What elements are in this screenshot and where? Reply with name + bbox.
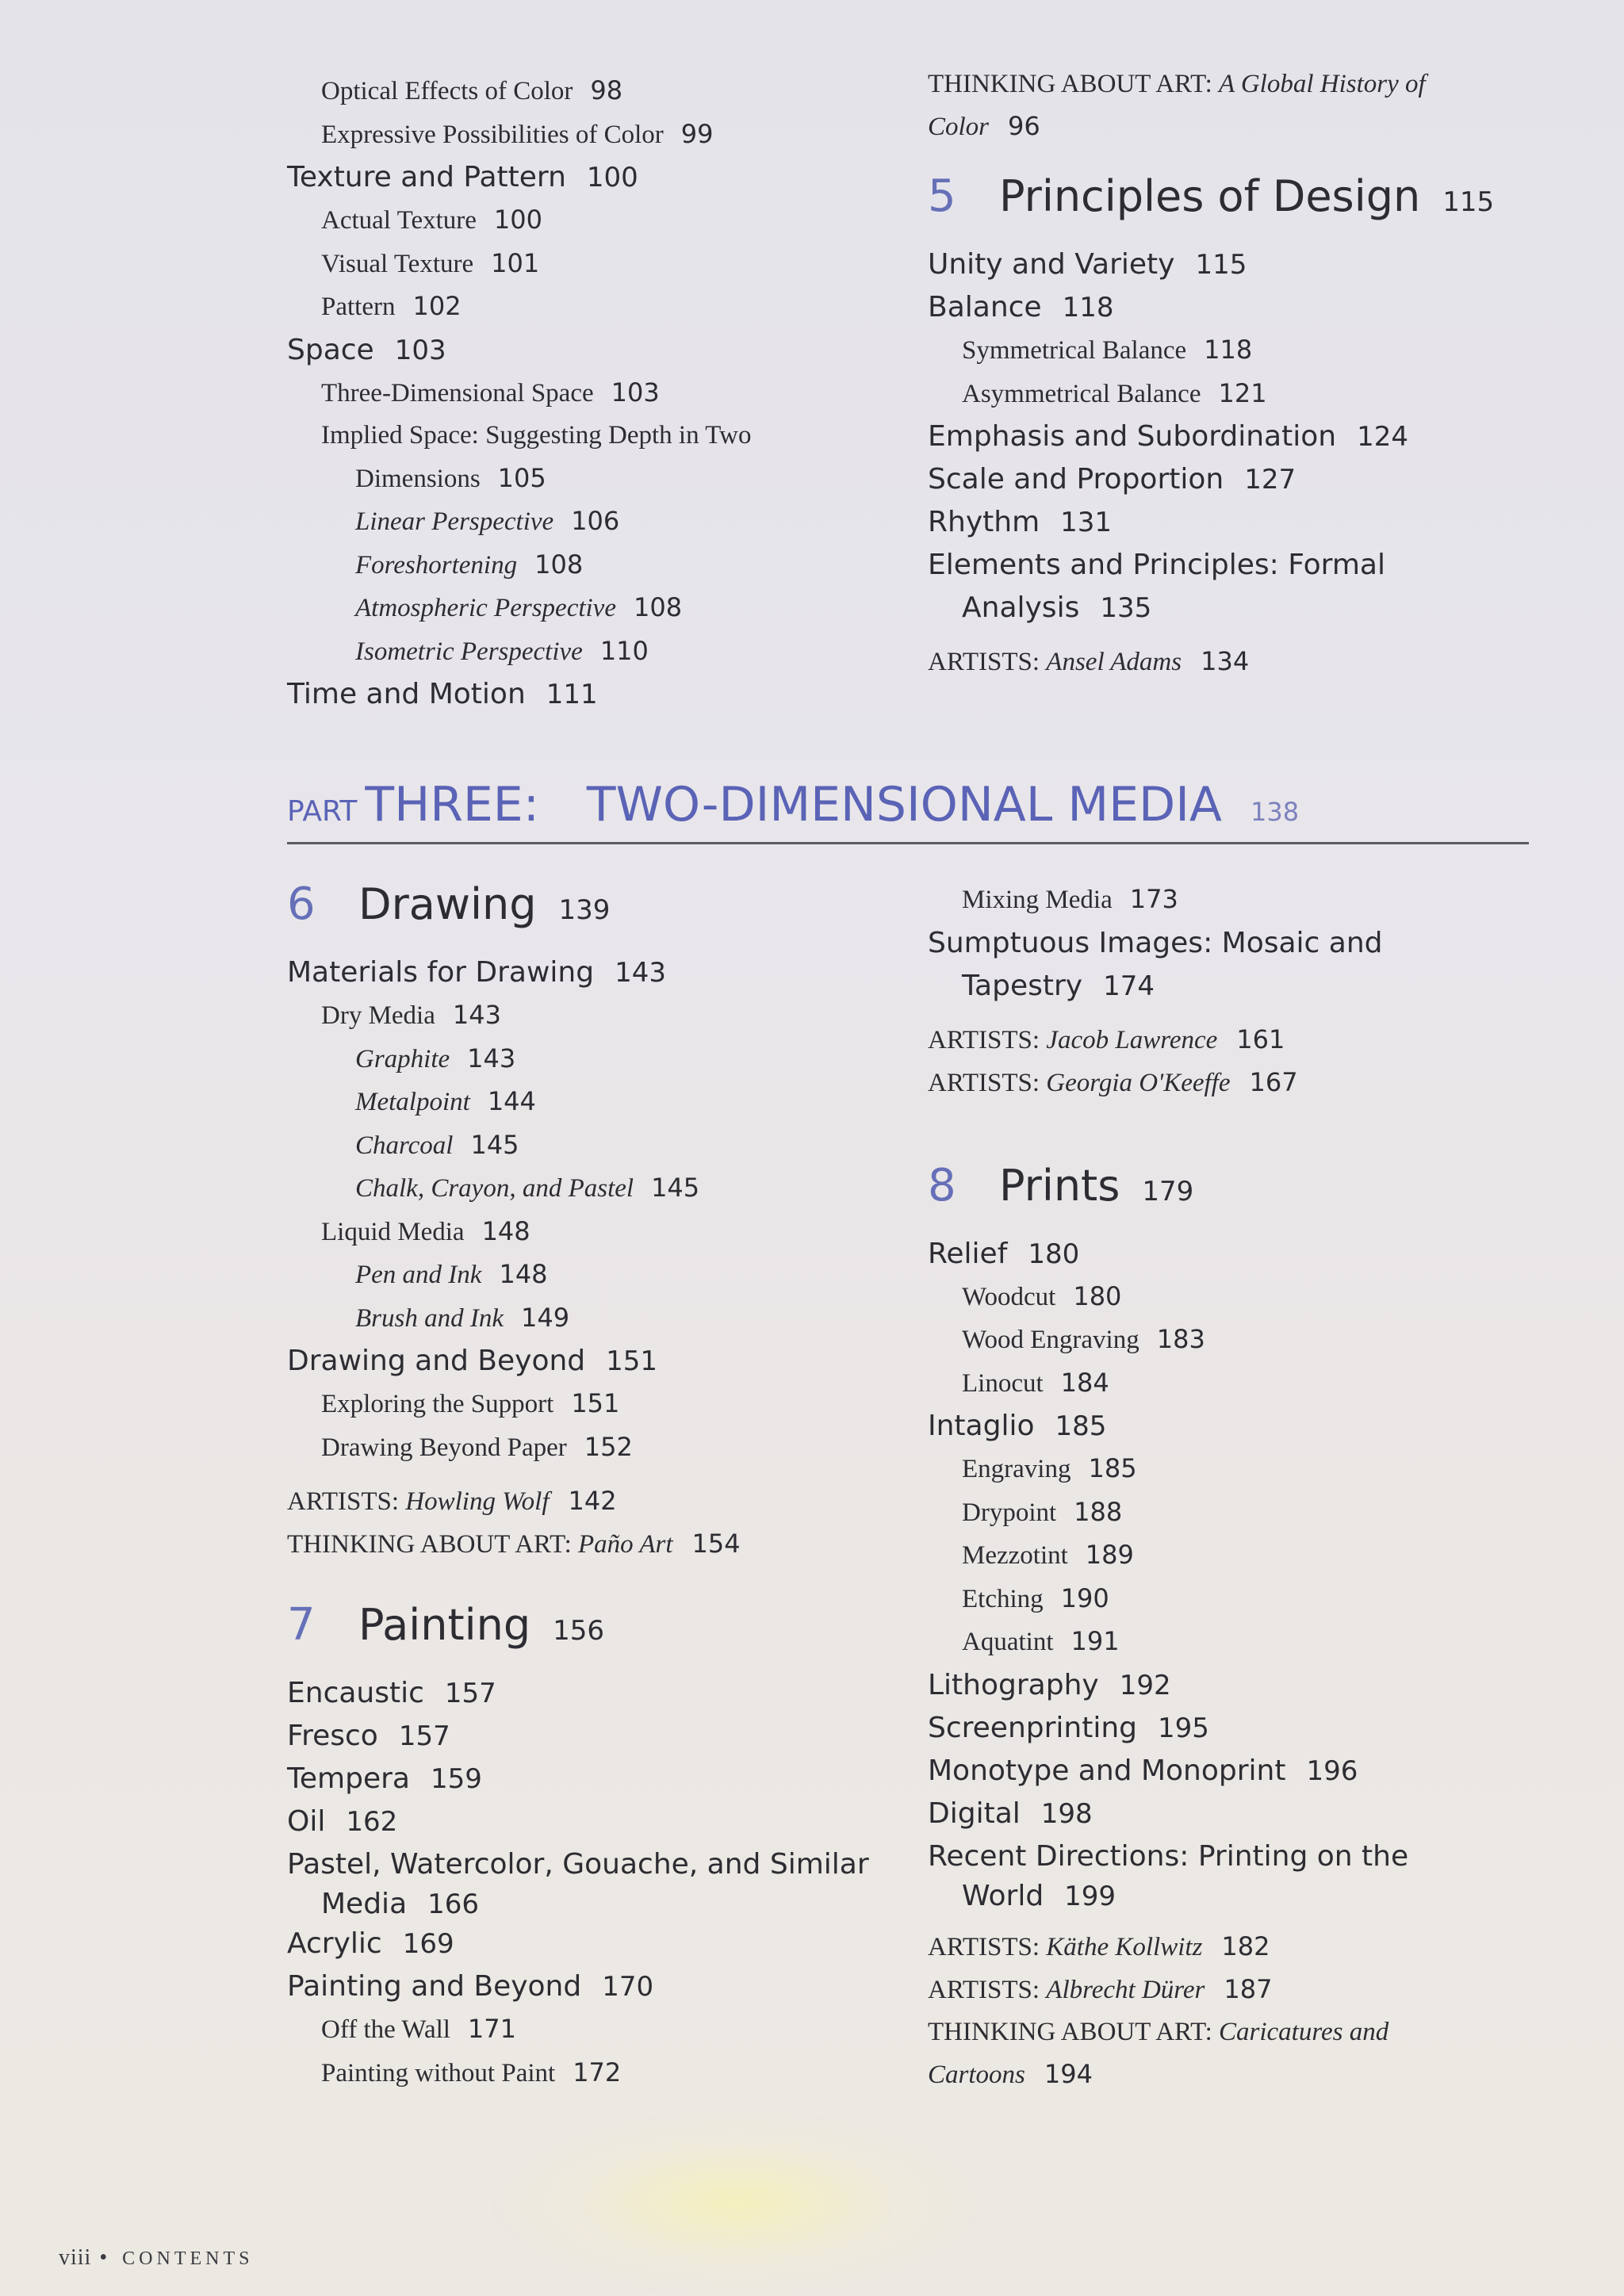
toc-entry[interactable]: Materials for Drawing 143 <box>287 956 666 989</box>
toc-entry[interactable]: Atmospheric Perspective 108 <box>355 592 683 622</box>
toc-entry[interactable]: Elements and Principles: Formal <box>928 549 1385 581</box>
toc-entry[interactable]: Aquatint 191 <box>962 1626 1120 1656</box>
toc-entry[interactable]: Graphite 143 <box>355 1043 516 1073</box>
toc-entry[interactable]: Engraving 185 <box>962 1453 1137 1483</box>
toc-entry[interactable]: Acrylic 169 <box>287 1927 454 1960</box>
toc-entry-continued[interactable]: Analysis 135 <box>962 591 1152 624</box>
toc-entry[interactable]: Rhythm 131 <box>928 506 1113 538</box>
feature-entry[interactable]: ARTISTS: Jacob Lawrence 161 <box>928 1024 1285 1054</box>
toc-entry[interactable]: Brush and Ink 149 <box>355 1302 570 1333</box>
toc-entry[interactable]: Exploring the Support 151 <box>321 1388 620 1418</box>
toc-entry[interactable]: Charcoal 145 <box>355 1129 519 1160</box>
toc-entry[interactable]: Time and Motion 111 <box>287 678 598 710</box>
toc-entry-continued[interactable]: World 199 <box>962 1879 1116 1912</box>
toc-entry[interactable]: Chalk, Crayon, and Pastel 145 <box>355 1173 700 1203</box>
toc-entry[interactable]: Etching 190 <box>962 1582 1109 1613</box>
toc-entry[interactable]: Relief 180 <box>928 1237 1080 1270</box>
toc-entry-continued[interactable]: Tapestry 174 <box>962 969 1155 1002</box>
toc-entry[interactable]: Fresco 157 <box>287 1720 450 1752</box>
feature-entry-continued[interactable]: Cartoons 194 <box>928 2058 1093 2089</box>
toc-column-right-bottom <box>928 878 1530 2096</box>
toc-entry[interactable]: Optical Effects of Color 98 <box>321 75 623 105</box>
feature-entry[interactable]: ARTISTS: Käthe Kollwitz 182 <box>928 1931 1270 1961</box>
toc-entry[interactable]: Wood Engraving 183 <box>962 1324 1205 1354</box>
toc-entry[interactable]: Pen and Ink 148 <box>355 1259 548 1289</box>
chapter-heading-6[interactable]: 6 Drawing 139 <box>287 878 611 930</box>
toc-entry[interactable]: Pastel, Watercolor, Gouache, and Similar <box>287 1848 869 1881</box>
chapter-heading-5[interactable]: 5 Principles of Design 115 <box>928 170 1495 222</box>
toc-entry[interactable]: Three-Dimensional Space 103 <box>321 377 660 408</box>
feature-entry[interactable]: ARTISTS: Albrecht Dürer 187 <box>928 1973 1273 2004</box>
toc-entry[interactable]: Monotype and Monoprint 196 <box>928 1754 1358 1787</box>
toc-entry[interactable]: Asymmetrical Balance 121 <box>962 377 1267 408</box>
toc-entry[interactable]: Off the Wall 171 <box>321 2014 516 2044</box>
toc-column-left-top <box>287 70 890 716</box>
feature-entry[interactable]: ARTISTS: Ansel Adams 134 <box>928 646 1250 676</box>
feature-entry[interactable]: ARTISTS: Howling Wolf 142 <box>287 1486 617 1516</box>
toc-entry[interactable]: Oil 162 <box>287 1805 398 1838</box>
toc-entry[interactable]: Mixing Media 173 <box>962 884 1178 914</box>
toc-entry[interactable]: Texture and Pattern 100 <box>287 161 638 193</box>
feature-entry[interactable]: THINKING ABOUT ART: Caricatures and <box>928 2017 1389 2046</box>
toc-entry[interactable]: Tempera 159 <box>287 1762 482 1795</box>
toc-entry[interactable]: Sumptuous Images: Mosaic and <box>928 926 1383 959</box>
toc-entry[interactable]: Scale and Proportion 127 <box>928 463 1297 496</box>
toc-entry[interactable]: Foreshortening 108 <box>355 549 584 580</box>
page-footer <box>59 2245 254 2271</box>
toc-entry[interactable]: Space 103 <box>287 333 446 366</box>
bullet-separator: • <box>99 2245 109 2270</box>
toc-entry[interactable]: Recent Directions: Printing on the <box>928 1839 1409 1873</box>
feature-entry[interactable]: THINKING ABOUT ART: Paño Art 154 <box>287 1529 741 1559</box>
feature-entry-continued[interactable]: Color 96 <box>928 111 1040 141</box>
toc-entry[interactable]: Dry Media 143 <box>321 1000 501 1030</box>
toc-entry[interactable]: Drawing Beyond Paper 152 <box>321 1431 633 1462</box>
toc-entry[interactable]: Symmetrical Balance 118 <box>962 335 1253 365</box>
toc-column-right-top <box>928 63 1530 683</box>
toc-entry[interactable]: Metalpoint 144 <box>355 1086 536 1116</box>
toc-entry[interactable]: Pattern 102 <box>321 291 462 321</box>
toc-entry[interactable]: Drawing and Beyond 151 <box>287 1345 658 1377</box>
toc-entry[interactable]: Implied Space: Suggesting Depth in Two <box>321 421 752 450</box>
feature-entry[interactable]: THINKING ABOUT ART: A Global History of <box>928 70 1426 98</box>
part-heading[interactable]: PART THREE: TWO-DIMENSIONAL MEDIA 138 <box>287 777 1529 844</box>
chapter-heading-7[interactable]: 7 Painting 156 <box>287 1599 605 1651</box>
toc-entry-continued[interactable]: Dimensions 105 <box>355 462 546 493</box>
toc-entry[interactable]: Actual Texture 100 <box>321 205 542 235</box>
folio: viii <box>59 2245 92 2270</box>
toc-entry[interactable]: Linocut 184 <box>962 1367 1109 1398</box>
toc-entry[interactable]: Drypoint 188 <box>962 1496 1123 1527</box>
toc-entry-continued[interactable]: Media 166 <box>321 1888 480 1920</box>
toc-entry[interactable]: Painting and Beyond 170 <box>287 1970 654 2003</box>
toc-entry[interactable]: Encaustic 157 <box>287 1677 496 1709</box>
toc-entry[interactable]: Visual Texture 101 <box>321 247 540 278</box>
toc-entry[interactable]: Emphasis and Subordination 124 <box>928 420 1408 453</box>
toc-entry[interactable]: Balance 118 <box>928 291 1114 323</box>
page-glow <box>492 2109 983 2296</box>
toc-entry[interactable]: Mezzotint 189 <box>962 1540 1134 1570</box>
chapter-heading-8[interactable]: 8 Prints 179 <box>928 1159 1194 1211</box>
toc-entry[interactable]: Linear Perspective 106 <box>355 506 620 536</box>
running-footer-section: CONTENTS <box>122 2248 254 2269</box>
toc-entry[interactable]: Digital 198 <box>928 1797 1093 1830</box>
toc-entry[interactable]: Screenprinting 195 <box>928 1711 1209 1744</box>
toc-column-left-bottom <box>287 878 890 2095</box>
toc-entry[interactable]: Isometric Perspective 110 <box>355 635 649 666</box>
toc-entry[interactable]: Woodcut 180 <box>962 1280 1122 1311</box>
toc-entry[interactable]: Unity and Variety 115 <box>928 248 1247 281</box>
toc-entry[interactable]: Liquid Media 148 <box>321 1215 530 1246</box>
toc-entry[interactable]: Intaglio 185 <box>928 1410 1107 1442</box>
toc-entry[interactable]: Painting without Paint 172 <box>321 2057 622 2087</box>
feature-entry[interactable]: ARTISTS: Georgia O'Keeffe 167 <box>928 1066 1298 1097</box>
toc-entry[interactable]: Expressive Possibilities of Color 99 <box>321 118 714 149</box>
toc-entry[interactable]: Lithography 192 <box>928 1668 1171 1701</box>
